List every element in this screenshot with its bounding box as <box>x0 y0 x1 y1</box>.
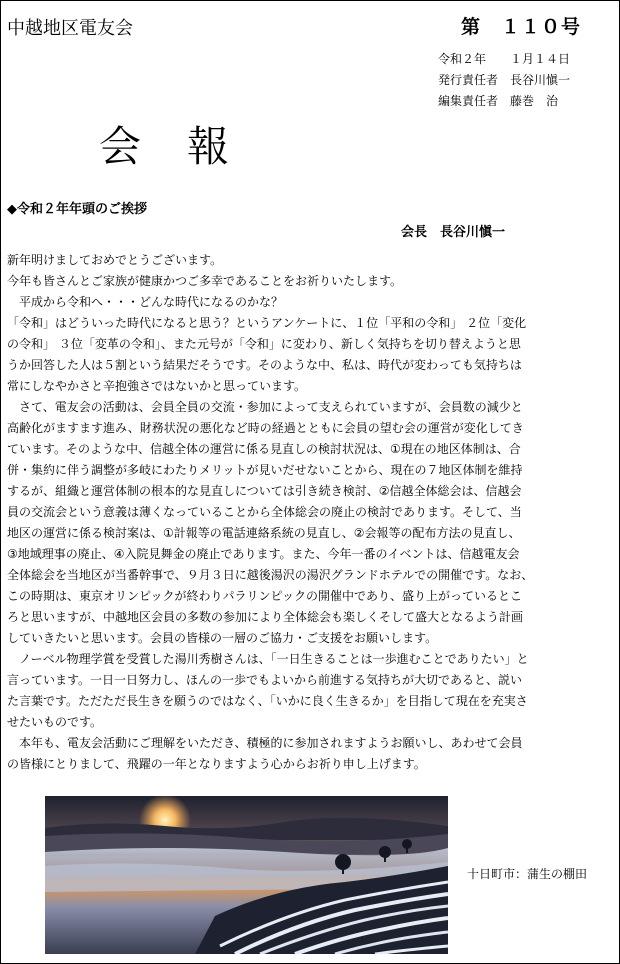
body-line: ています。そのような中、信越全体の運営に係る見直しの検討状況は、①現在の地区体制は、合 <box>7 442 521 456</box>
org-name: 中越地区電友会 <box>7 18 133 39</box>
body-line: の皆様にとりまして、飛躍の一年となりますよう心からお祈り申し上げます。 <box>7 757 426 771</box>
body-line: 地区の運営に係る検討案は、①計報等の電話連絡系統の見直し、②会報等の配布方法の見直し、 <box>7 526 521 540</box>
body-line: うか回答した人は５割という結果だそうです。そのような中、私は、時代が変わっても気持ちは <box>7 358 522 372</box>
page-title: 会 報 <box>99 122 232 171</box>
publisher: 発行責任者 長谷川愼一 <box>438 73 571 87</box>
body-line: この時期は、東京オリンピックが終わりパラリンピックの開催中であり、盛り上がっているとこ <box>7 589 523 603</box>
body-line: ろと思いますが、中越地区会員の多数の参加により全体総会も楽しくそして盛大となるよう計画 <box>7 610 524 624</box>
body-line: 新年明けましておめでとうございます。 <box>7 253 223 267</box>
photo-illustration <box>45 796 448 954</box>
body-line: 全体総会を当地区が当番幹事で、９月３日に越後湯沢の湯沢グランドホテルでの開催です。なお、 <box>7 568 534 582</box>
body-line: 「令和」はどういった時代になると思う？というアンケートに、１位「平和の令和」 ２位「変化 <box>7 316 527 330</box>
body-line: 本年も、電友会活動にご理解をいただき、積極的に参加されますようお願いし、あわせて会員 <box>7 736 523 750</box>
section-heading: ◆令和２年年頭のご挨拶 <box>7 202 147 217</box>
body-line: 併・集約に伴う調整が多岐にわたりメリットが見いだせないことから、現在の７地区体制を維持 <box>7 463 523 477</box>
body-line: せたいものです。 <box>7 715 103 729</box>
body-line: 常にしなやかさと辛抱強さではないかと思っています。 <box>7 379 307 393</box>
body-line: していきたいと思います。会員の皆様の一層のご協力・ご支援をお願いします。 <box>7 631 438 645</box>
editor: 編集責任者 藤巻 治 <box>438 94 559 108</box>
body-line: ③地域理事の廃止、④入院見舞金の廃止であります。また、今年一番のイベントは、信越電友会 <box>7 547 520 561</box>
body-line: 今年も皆さんとご家族が健康かつご多幸であることをお祈りいたします。 <box>7 274 403 288</box>
photo-caption: 十日町市：蒲生の棚田 <box>467 867 588 881</box>
terraced-rice-field-photo <box>45 796 448 954</box>
body-line: 員の交流会という意義は薄くなっていることから全体総会の廃止の検討であります。そして、当 <box>7 505 522 519</box>
body-line: ノーベル物理学賞を受賞した湯川秀樹さんは、｢一日生きることは一歩進むことでありたい」と <box>7 652 529 666</box>
issue-date: 令和２年 １月１４日 <box>438 52 571 66</box>
body-line: 平成から令和へ・・・どんな時代になるのかな？ <box>7 295 284 309</box>
body-line: 言っています。一日一日努力し、ほんの一歩でもよいから前進する気持ちが大切であると、説い <box>7 673 523 687</box>
greeting-body <box>7 250 609 775</box>
body-line: さて、電友会の活動は、会員全員の交流・参加によって支えられていますが、会員数の減少と <box>7 400 523 414</box>
body-line: 高齢化がますます進み、財務状況の悪化など時の経過とともに会員の望む会の運営が変化してき <box>7 421 524 435</box>
body-line: た言葉です。ただただ長生きを願うのではなく、｢いかに良く生きるか」を目指して現在を充実さ <box>7 694 528 708</box>
body-line: の令和」 ３位「変革の令和」、また元号が「令和」に変わり、新しく気持ちを切り替えようと思 <box>7 337 521 351</box>
president-line: 会長 長谷川愼一 <box>401 225 506 240</box>
issue-number: 第 １１０号 <box>461 16 582 38</box>
body-line: するが、組織と運営体制の根本的な見直しについては引き続き検討、②信越全体総会は、信越会 <box>7 484 522 498</box>
